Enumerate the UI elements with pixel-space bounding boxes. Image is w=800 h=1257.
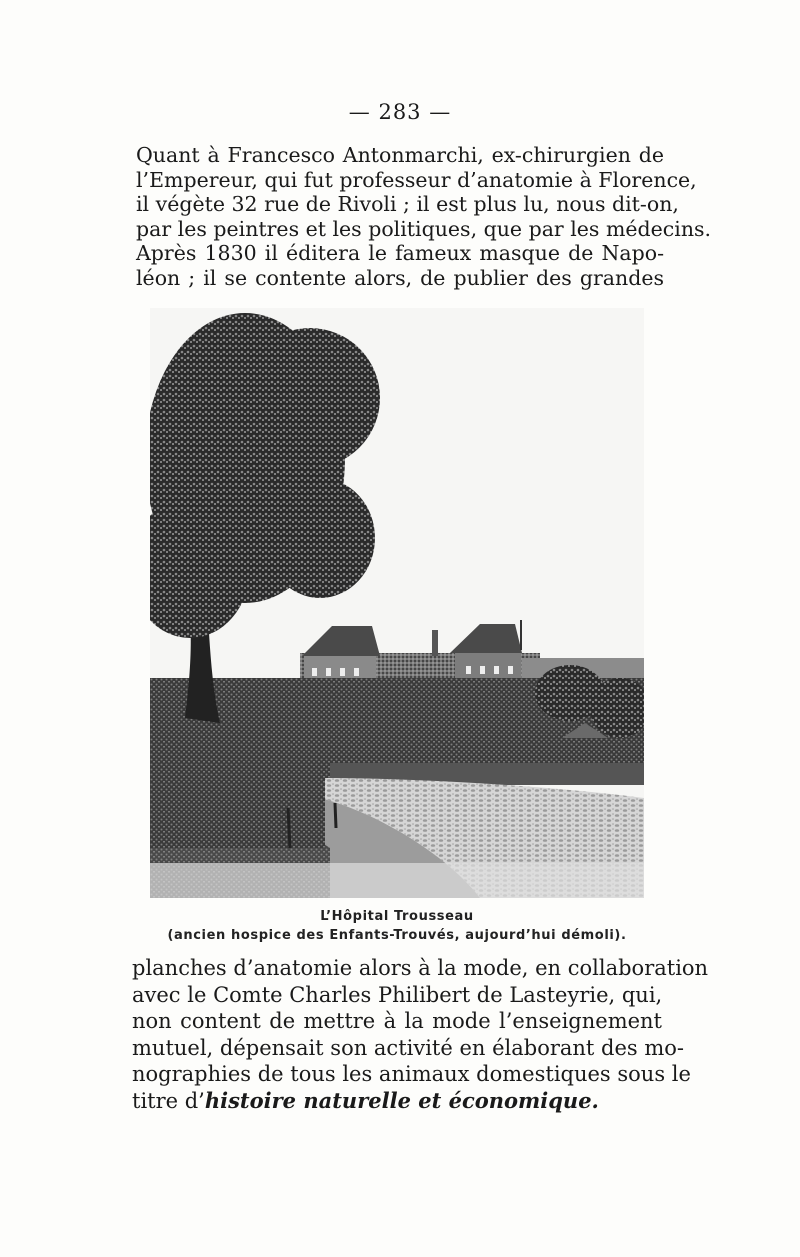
text-line: Après 1830 il éditera le fameux masque de Napo- <box>136 241 664 265</box>
hospital-photograph <box>150 308 644 898</box>
text-line: avec le Comte Charles Philibert de Lasteyrie, qui, <box>132 982 663 1007</box>
paragraph-bottom <box>132 955 709 1114</box>
text-line: par les peintres et les politiques, que par les médecins. <box>136 216 712 241</box>
last-line <box>132 1088 662 1115</box>
text-line: mutuel, dépensait son activité en élaborant des mo- <box>132 1035 685 1060</box>
text-line: il végète 32 rue de Rivoli ; il est plus lu, nous dit-on, <box>136 192 679 216</box>
figure-caption-subtitle: (ancien hospice des Enfants-Trouvés, aujourd’hui démoli). <box>167 928 627 943</box>
text-line: l’Empereur, qui fut professeur d’anatomie à Florence, <box>136 167 697 192</box>
text-line: non content de mettre à la mode l’enseignement <box>132 1009 662 1033</box>
page-number: — 283 — <box>348 100 452 124</box>
text-line: Quant à Francesco Antonmarchi, ex-chirurgien de <box>136 143 664 167</box>
paragraph-top <box>136 143 712 290</box>
book-title: histoire naturelle et économique. <box>204 1087 599 1113</box>
text-line: nographies de tous les animaux domestiques sous le <box>132 1062 691 1086</box>
text-line: planches d’anatomie alors à la mode, en collaboration <box>132 956 709 980</box>
last-line-prefix: titre d’ <box>132 1088 205 1113</box>
figure-caption-title: L’Hôpital Trousseau <box>320 909 474 924</box>
text-line: léon ; il se contente alors, de publier des grandes <box>136 265 664 290</box>
